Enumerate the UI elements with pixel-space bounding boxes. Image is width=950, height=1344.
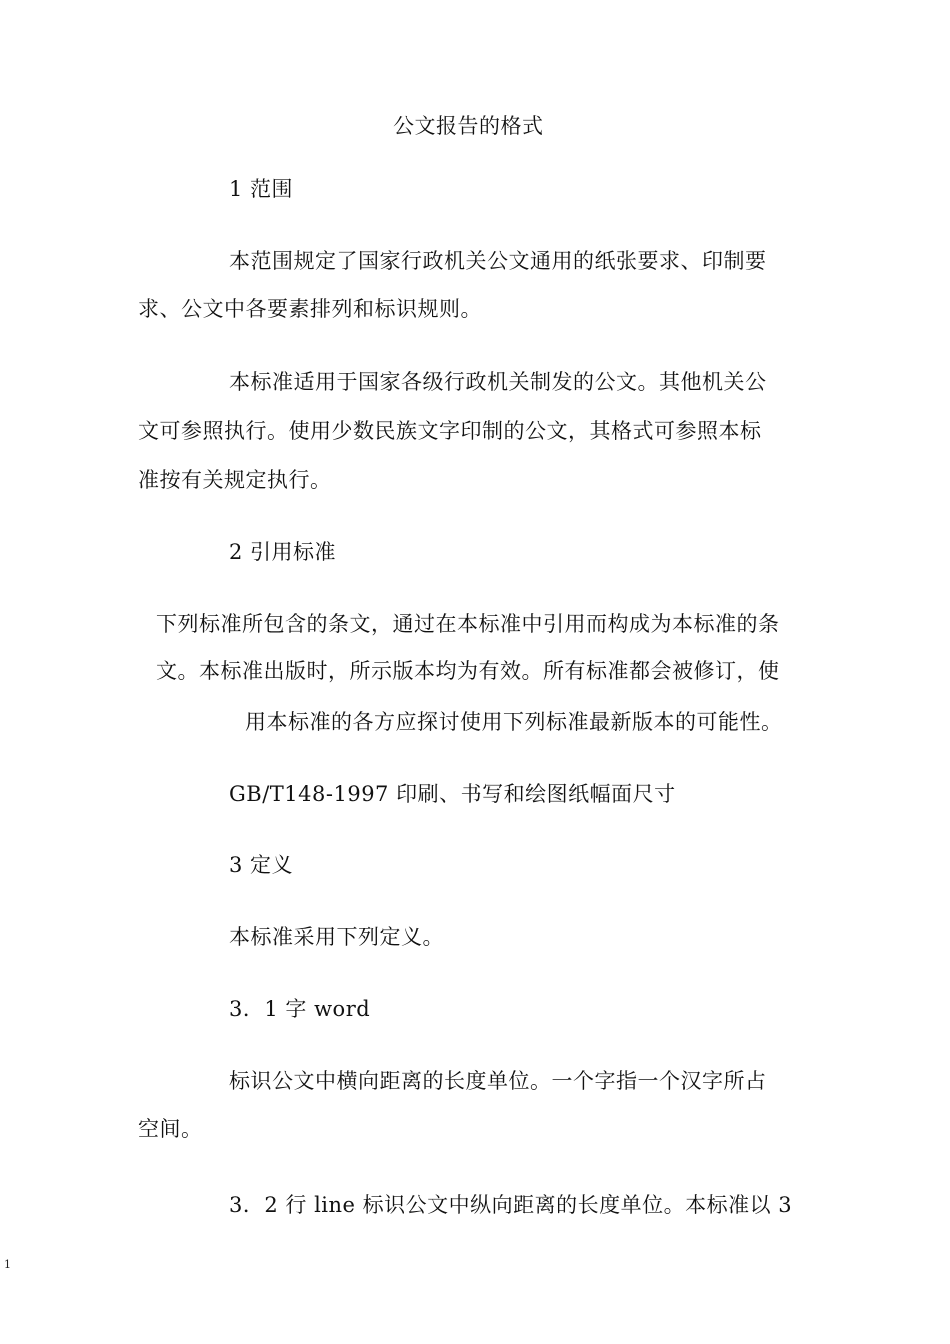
paragraph-line: 文。本标准出版时，所示版本均为有效。所有标准都会被修订，使 <box>156 659 780 683</box>
paragraph-line: 本标准适用于国家各级行政机关制发的公文。其他机关公 <box>229 370 767 394</box>
paragraph-line: 用本标准的各方应探讨使用下列标准最新版本的可能性。 <box>245 710 783 734</box>
section-heading-definitions: 3 定义 <box>229 853 294 877</box>
paragraph-line: 本范围规定了国家行政机关公文通用的纸张要求、印制要 <box>229 249 767 273</box>
paragraph-line: 求、公文中各要素排列和标识规则。 <box>138 297 482 321</box>
page-number: 1 <box>4 1258 11 1271</box>
paragraph-line: 标识公文中横向距离的长度单位。一个字指一个汉字所占 <box>229 1069 767 1093</box>
definition-heading-line: 3．2 行 line 标识公文中纵向距离的长度单位。本标准以 3 <box>229 1193 793 1217</box>
paragraph-line: 本标准采用下列定义。 <box>229 925 444 949</box>
reference-item: GB/T148-1997 印刷、书写和绘图纸幅面尺寸 <box>229 782 676 806</box>
document-title: 公文报告的格式 <box>393 114 544 138</box>
paragraph-line: 下列标准所包含的条文，通过在本标准中引用而构成为本标准的条 <box>156 612 780 636</box>
paragraph-line: 准按有关规定执行。 <box>138 468 332 492</box>
section-heading-scope: 1 范围 <box>229 177 294 201</box>
paragraph-line: 空间。 <box>138 1117 203 1141</box>
paragraph-line: 文可参照执行。使用少数民族文字印制的公文，其格式可参照本标 <box>138 419 762 443</box>
section-heading-references: 2 引用标准 <box>229 540 337 564</box>
definition-heading-word: 3．1 字 word <box>229 997 371 1021</box>
